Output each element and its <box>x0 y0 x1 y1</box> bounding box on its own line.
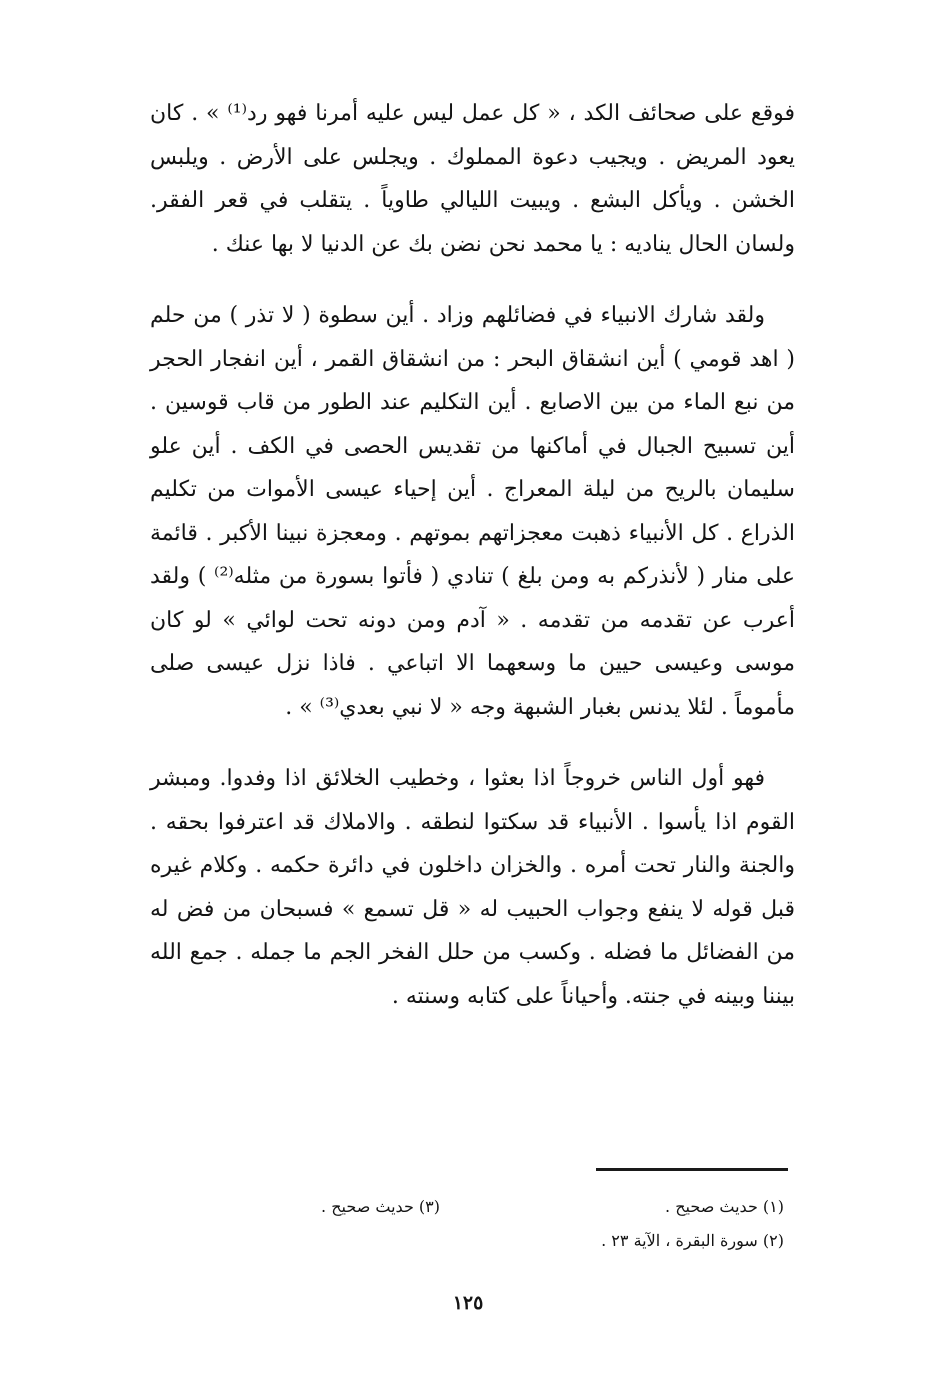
main-text <box>150 92 795 1018</box>
footnote-2: (٢) سورة البقرة ، الآية ٢٣ . <box>601 1231 784 1250</box>
footnote-1: (١) حديث صحيح . <box>665 1197 784 1216</box>
paragraph-3: فهو أول الناس خروجاً اذا بعثوا ، وخطيب الخلائق اذا وفدوا. ومبشر القوم اذا يأسوا . الأنبياء قد سكتوا لنطقه . والاملاك قد اعترفوا بحقه . والجنة والنار تحت أمره . والخزان داخلون في دائرة حكمه . وكلام غيره قبل قوله لا ينفع وجواب الحبيب له « قل تسمع » فسبحان من فض له من الفضائل ما فضله . وكسب من حلل الفخر الجم ما جمله . جمع الله بيننا وبينه في جنته. وأحياناً على كتابه وسنته . <box>150 766 795 1009</box>
paragraph-1: فوقع على صحائف الكد ، « كل عمل ليس عليه أمرنا فهو رد⁽¹⁾ » . كان يعود المريض . ويجيب دعوة المملوك . ويجلس على الأرض . ويلبس الخشن . ويأكل البشع . ويبيت الليالي طاوياً . يتقلب في قعر الفقر. ولسان الحال يناديه : يا محمد نحن نضن بك عن الدنيا لا بها عنك . <box>150 101 795 257</box>
footnote-separator <box>596 1168 788 1171</box>
page-number: ١٢٥ <box>452 1292 484 1314</box>
paragraph-2: ولقد شارك الانبياء في فضائلهم وزاد . أين سطوة ( لا تذر ) من حلم ( اهد قومي ) أين انشقاق البحر : من انشقاق القمر ، أين انفجار الحجر من نبع الماء من بين الاصابع . أين التكليم عند الطور من قاب قوسين . أين تسبيح الجبال في أماكنها من تقديس الحصى في الكف . أين علو سليمان بالريح من ليلة المعراج . أين إحياء عيسى الأموات من تكليم الذراع . كل الأنبياء ذهبت معجزاتهم بموتهم . ومعجزة نبينا الأكبر . قائمة على منار ( لأنذركم به ومن بلغ ) تنادي ( فأتوا بسورة من مثله⁽²⁾ ) ولقد أعرب عن تقدمه من تقدمه . « آدم ومن دونه تحت لوائي » لو كان موسى وعيسى حيين ما وسعهما الا اتباعي . فاذا نزل عيسى صلى مأموماً . لئلا يدنس بغبار الشبهة وجه « لا نبي بعدي⁽³⁾ » . <box>150 303 795 720</box>
footnote-3: (٣) حديث صحيح . <box>321 1197 440 1216</box>
